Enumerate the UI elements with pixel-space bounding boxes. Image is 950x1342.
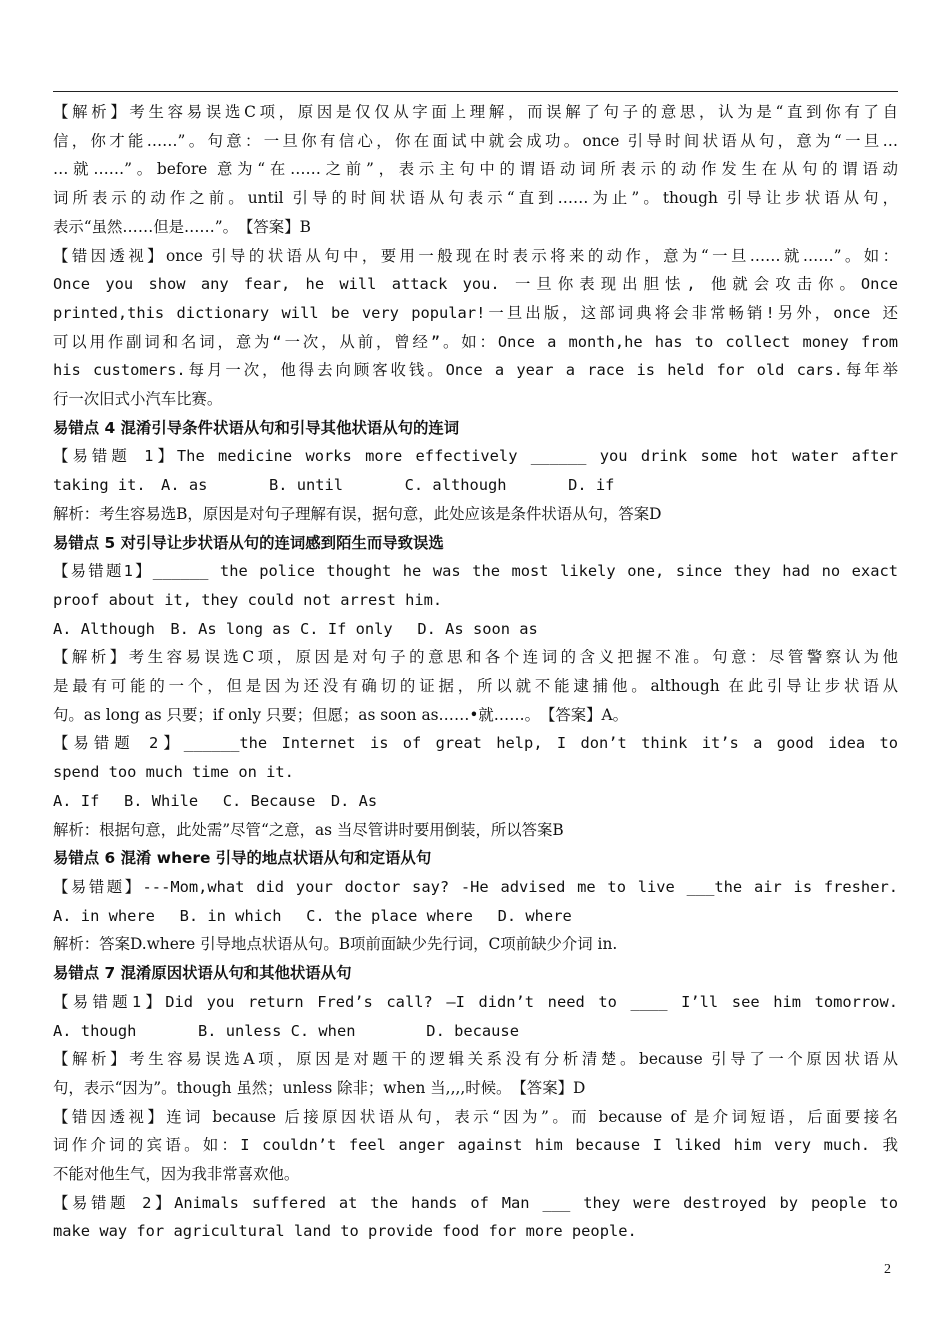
text-line: proof about it, they could not arrest him.: [53, 590, 443, 609]
text-line: A. in where B. in which C. the place where D. where: [53, 906, 572, 925]
text-line: 表示“虽然……但是……”。 【答案】B: [53, 217, 311, 236]
document-body: [53, 98, 898, 1246]
text-line: 是最有可能的一个，但是因为还没有确切的证据，所以就不能逮捕他。although 在此引导让步状语从: [53, 677, 898, 696]
text-line: spend too much time on it.: [53, 763, 294, 782]
header-rule: [53, 91, 898, 92]
text-line: 解析：考生容易选B，原因是对句子理解有误，据句意，此处应该是条件状语从句，答案D: [53, 504, 662, 523]
text-line: 可以用作副词和名词，意为“一次，从前，曾经”。如：Once a month,he has to collect money from: [53, 332, 898, 351]
text-line: Once you show any fear, he will attack you. 一旦你表现出胆怯, 他就会攻击你。Once: [53, 275, 898, 294]
text-line: 【易错题 1】The medicine works more effectively ______ you drink some hot water after: [53, 447, 898, 466]
text-line: 【易错题】---Mom,what did your doctor say? -He advised me to live ___the air is fresher.: [53, 877, 898, 896]
text-line: A. Although B. As long as C. If only D. As soon as: [53, 619, 538, 638]
text-line: 句。as long as 只要；if only 只要；但愿；as soon as……•就……。 【答案】A。: [53, 705, 629, 724]
section-heading: 易错点 6 混淆 where 引导的地点状语从句和定语从句: [53, 849, 432, 868]
text-line: 【易错题 2】Animals suffered at the hands of Man ___ they were destroyed by people to: [53, 1193, 898, 1212]
text-line: 词所表示的动作之前。until 引导的时间状语从句表示“直到……为止”。though 引导让步状语从句，: [53, 189, 898, 208]
text-line: A. though B. unless C. when D. because: [53, 1021, 519, 1040]
text-line: 【解析】考生容易误选C项，原因是对句子的意思和各个连词的含义把握不准。句意：尽管警察认为他: [53, 648, 898, 667]
text-line: printed,this dictionary will be very popular!一旦出版，这部词典将会非常畅销!另外，once 还: [53, 303, 898, 322]
text-line: A. If B. While C. Because D. As: [53, 791, 378, 810]
text-line: his customers.每月一次，他得去向顾客收钱。Once a year a race is held for old cars.每年举: [53, 361, 898, 380]
text-line: taking it. A. as B. until C. although D. if: [53, 476, 615, 495]
section-heading: 易错点 7 混淆原因状语从句和其他状语从句: [53, 964, 352, 983]
text-line: 【解析】考生容易误选A项，原因是对题干的逻辑关系没有分析清楚。because 引导了一个原因状语从: [53, 1050, 898, 1069]
text-line: 句，表示“因为”。though 虽然；unless 除非；when 当,,,,时候。 【答案】D: [53, 1078, 586, 1097]
text-line: 行一次旧式小汽车比赛。: [53, 390, 223, 409]
text-line: 解析：根据句意，此处需”尽管“之意，as 当尽管讲时要用倒装，所以答案B: [53, 820, 564, 839]
text-line: 【易错题 2】______the Internet is of great help, I don’t think it’s a good idea to: [53, 734, 898, 753]
text-line: 解析：答案D.where 引导地点状语从句。B项前面缺少先行词，C项前缺少介词 in.: [53, 935, 618, 954]
text-line: 词作介词的宾语。如：I couldn’t feel anger against him because I liked him very much. 我: [53, 1136, 898, 1155]
text-line: 信，你才能……”。句意：一旦你有信心，你在面试中就会成功。once 引导时间状语从句，意为“一旦…: [53, 131, 898, 150]
text-line: make way for agricultural land to provide food for more people.: [53, 1222, 637, 1241]
text-line: 【解析】考生容易误选C项，原因是仅仅从字面上理解，而误解了句子的意思，认为是“直到你有了自: [53, 103, 898, 121]
text-line: 【易错题1】Did you return Fred’s call? —I didn’t need to ____ I’ll see him tomorrow.: [53, 992, 898, 1011]
text-line: 【易错题1】______ the police thought he was the most likely one, since they had no exact: [53, 562, 898, 581]
page-number: 2: [884, 1262, 891, 1277]
text-line: 【错因透视】连词 because 后接原因状语从句，表示“因为”。而 because of 是介词短语，后面要接名: [53, 1107, 898, 1126]
section-heading: 易错点 4 混淆引导条件状语从句和引导其他状语从句的连词: [53, 418, 460, 437]
text-line: …就……”。before 意为“在……之前”，表示主句中的谓语动词所表示的动作发生在从句的谓语动: [53, 160, 898, 179]
section-heading: 易错点 5 对引导让步状语从句的连词感到陌生而导致误选: [53, 533, 444, 552]
text-line: 不能对他生气，因为我非常喜欢他。: [53, 1165, 300, 1184]
text-line: 【错因透视】once 引导的状语从句中，要用一般现在时表示将来的动作，意为“一旦……就……”。如：: [53, 246, 898, 265]
